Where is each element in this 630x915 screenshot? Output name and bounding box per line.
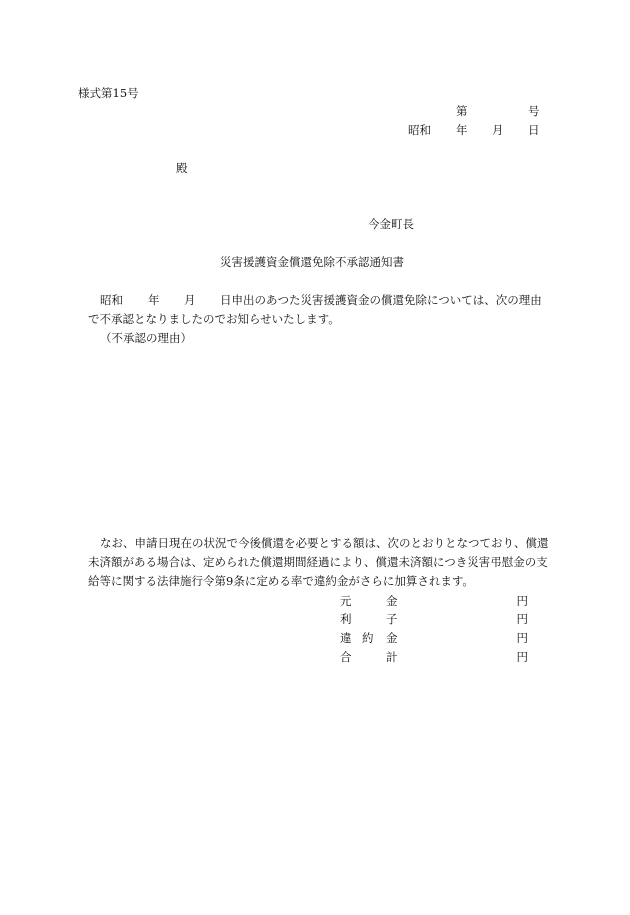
amount-row-penalty: [340, 629, 528, 647]
document-number-suffix: 号: [528, 104, 540, 118]
amount-unit: 円: [516, 650, 528, 664]
document-title: 災害援護資金償還免除不承認通知書: [220, 255, 404, 269]
amount-row-interest: [340, 610, 528, 628]
note-paragraph: なお、申請日現在の状況で今後償還を必要とする額は、次のとおりとなつており、償還未済額がある場合は、定められた償還期間経過により、償還未済額につき災害弔慰金の支給等に関する法律施行令第9条に定める率で違約金がさらに加算されます。: [88, 536, 549, 588]
amount-row-principal: [340, 592, 528, 610]
form-number: 様式第15号: [78, 86, 139, 100]
amount-label-char-3: 金: [386, 631, 398, 645]
amount-label-char-3: 子: [386, 612, 398, 626]
amount-label-char-3: 計: [386, 650, 398, 664]
amount-row-total: [340, 648, 528, 666]
opening-line-2: で不承認となりましたのでお知らせいたします。: [88, 312, 340, 326]
date-year: 年: [456, 123, 468, 137]
amount-label-char-1: 元: [340, 594, 352, 608]
amount-label-char-3: 金: [386, 594, 398, 608]
amount-label-char-1: 合: [340, 650, 352, 664]
amount-unit: 円: [516, 612, 528, 626]
addressee: 殿: [176, 161, 188, 175]
document-number-prefix: 第: [456, 104, 468, 118]
amount-unit: 円: [516, 594, 528, 608]
reason-label: （不承認の理由）: [100, 331, 192, 345]
amount-label-char-2: 約: [362, 631, 374, 645]
issuer: 今金町長: [368, 217, 414, 231]
amount-unit: 円: [516, 631, 528, 645]
date-day: 日: [528, 123, 540, 137]
opening-era: 昭和: [100, 293, 123, 307]
opening-year: 年: [148, 293, 160, 307]
opening-text: 日申出のあつた災害援護資金の償還免除については、次の理由: [220, 293, 542, 307]
amount-label-char-1: 利: [340, 612, 352, 626]
amount-label-char-1: 違: [340, 631, 352, 645]
opening-month: 月: [184, 293, 196, 307]
date-era: 昭和: [408, 123, 431, 137]
date-month: 月: [492, 123, 504, 137]
